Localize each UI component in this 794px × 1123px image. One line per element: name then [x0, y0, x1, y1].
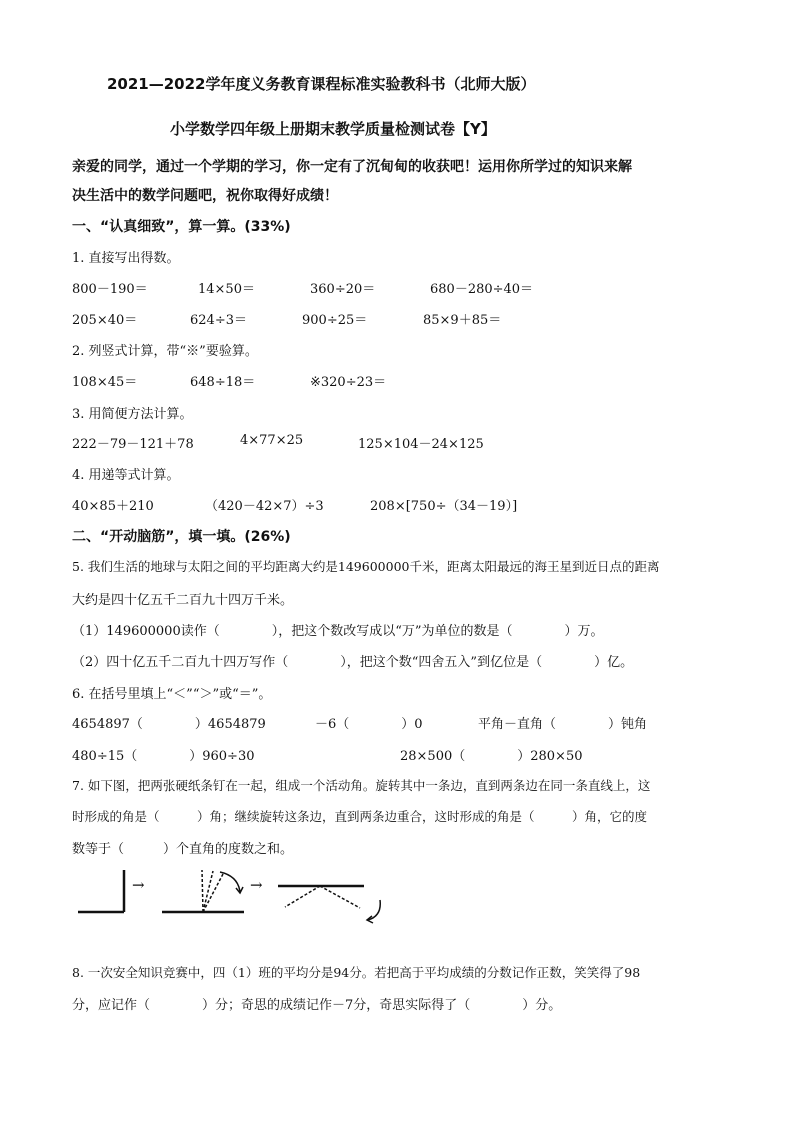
q1-expr: 14×50＝	[198, 282, 255, 297]
q6-prompt: 6. 在括号里填上“＜”“＞”或“＝”。	[72, 687, 272, 702]
section-2-heading: 二、“开动脑筋”，填一填。(26%)	[72, 529, 291, 545]
q6-compare: 平角－直角（ ）钝角	[478, 717, 648, 732]
q7-line-3: 数等于（ ）个直角的度数之和。	[72, 842, 294, 857]
q5-sub-1: （1）149600000读作（ ），把这个数改写成以“万”为单位的数是（ ）万。	[72, 624, 604, 639]
q1-expr: 800－190＝	[72, 282, 148, 297]
q6-compare: 28×500（ ）280×50	[400, 749, 583, 764]
q6-compare: －6（ ）0	[315, 717, 423, 732]
q5-line-2: 大约是四十亿五千二百九十四万千米。	[72, 593, 294, 608]
q7-arrow-1: →	[132, 876, 145, 894]
q2-prompt: 2. 列竖式计算，带“※”要验算。	[72, 344, 258, 359]
q3-expr: 125×104－24×125	[358, 437, 484, 452]
q6-compare: 480÷15（ ）960÷30	[72, 749, 255, 764]
q4-expr: （420－42×7）÷3	[205, 499, 324, 514]
q1-expr: 680－280÷40＝	[430, 282, 534, 297]
q2-expr: 648÷18＝	[190, 375, 256, 390]
q4-expr: 208×[750÷（34－19）]	[370, 499, 518, 514]
straight-angle-figure	[278, 886, 380, 923]
q7-arrow-2: →	[250, 876, 263, 894]
q7-angle-figure	[70, 862, 400, 932]
q5-sub-2: （2）四十亿五千二百九十四万写作（ ），把这个数“四舍五入”到亿位是（ ）亿。	[72, 655, 634, 670]
q3-expr: 4×77×25	[240, 433, 304, 448]
q1-expr: 85×9＋85＝	[423, 313, 502, 328]
q1-prompt: 1. 直接写出得数。	[72, 251, 180, 266]
intro-line-2: 决生活中的数学问题吧，祝你取得好成绩！	[72, 188, 338, 204]
section-1-heading: 一、“认真细致”，算一算。(33%)	[72, 219, 291, 235]
q2-expr: 108×45＝	[72, 375, 138, 390]
q8-line-1: 8. 一次安全知识竞赛中，四（1）班的平均分是94分。若把高于平均成绩的分数记作正数，笑笑得了98	[72, 965, 641, 980]
intro-line-1: 亲爱的同学，通过一个学期的学习，你一定有了沉甸甸的收获吧！运用你所学过的知识来解	[72, 159, 632, 175]
q1-expr: 900÷25＝	[302, 313, 368, 328]
q4-prompt: 4. 用递等式计算。	[72, 468, 180, 483]
q2-expr: ※320÷23＝	[310, 375, 387, 390]
right-angle-figure	[78, 870, 124, 912]
q7-line-1: 7. 如下图，把两张硬纸条钉在一起，组成一个活动角。旋转其中一条边，直到两条边在同一条直线上，这	[72, 778, 651, 793]
q1-expr: 360÷20＝	[310, 282, 376, 297]
q1-expr: 205×40＝	[72, 313, 138, 328]
rotating-angle-figure	[162, 870, 244, 912]
q3-expr: 222－79－121＋78	[72, 437, 194, 452]
q1-expr: 624÷3＝	[190, 313, 247, 328]
q6-compare: 4654897（ ）4654879	[72, 717, 266, 732]
q4-expr: 40×85＋210	[72, 499, 154, 514]
title-line-2: 小学数学四年级上册期末教学质量检测试卷【Y】	[170, 120, 496, 138]
q7-line-2: 时形成的角是（ ）角；继续旋转这条边，直到两条边重合，这时形成的角是（ ）角，它的度	[72, 809, 648, 824]
q8-line-2: 分，应记作（ ）分；奇思的成绩记作－7分，奇思实际得了（ ）分。	[72, 998, 562, 1013]
q5-line-1: 5. 我们生活的地球与太阳之间的平均距离大约是149600000千米，距离太阳最远的海王星到近日点的距离	[72, 559, 660, 574]
angle-diagram-svg	[70, 862, 400, 932]
q3-prompt: 3. 用简便方法计算。	[72, 407, 193, 422]
title-line-1: 2021—2022学年度义务教育课程标准实验教科书（北师大版）	[107, 75, 536, 93]
